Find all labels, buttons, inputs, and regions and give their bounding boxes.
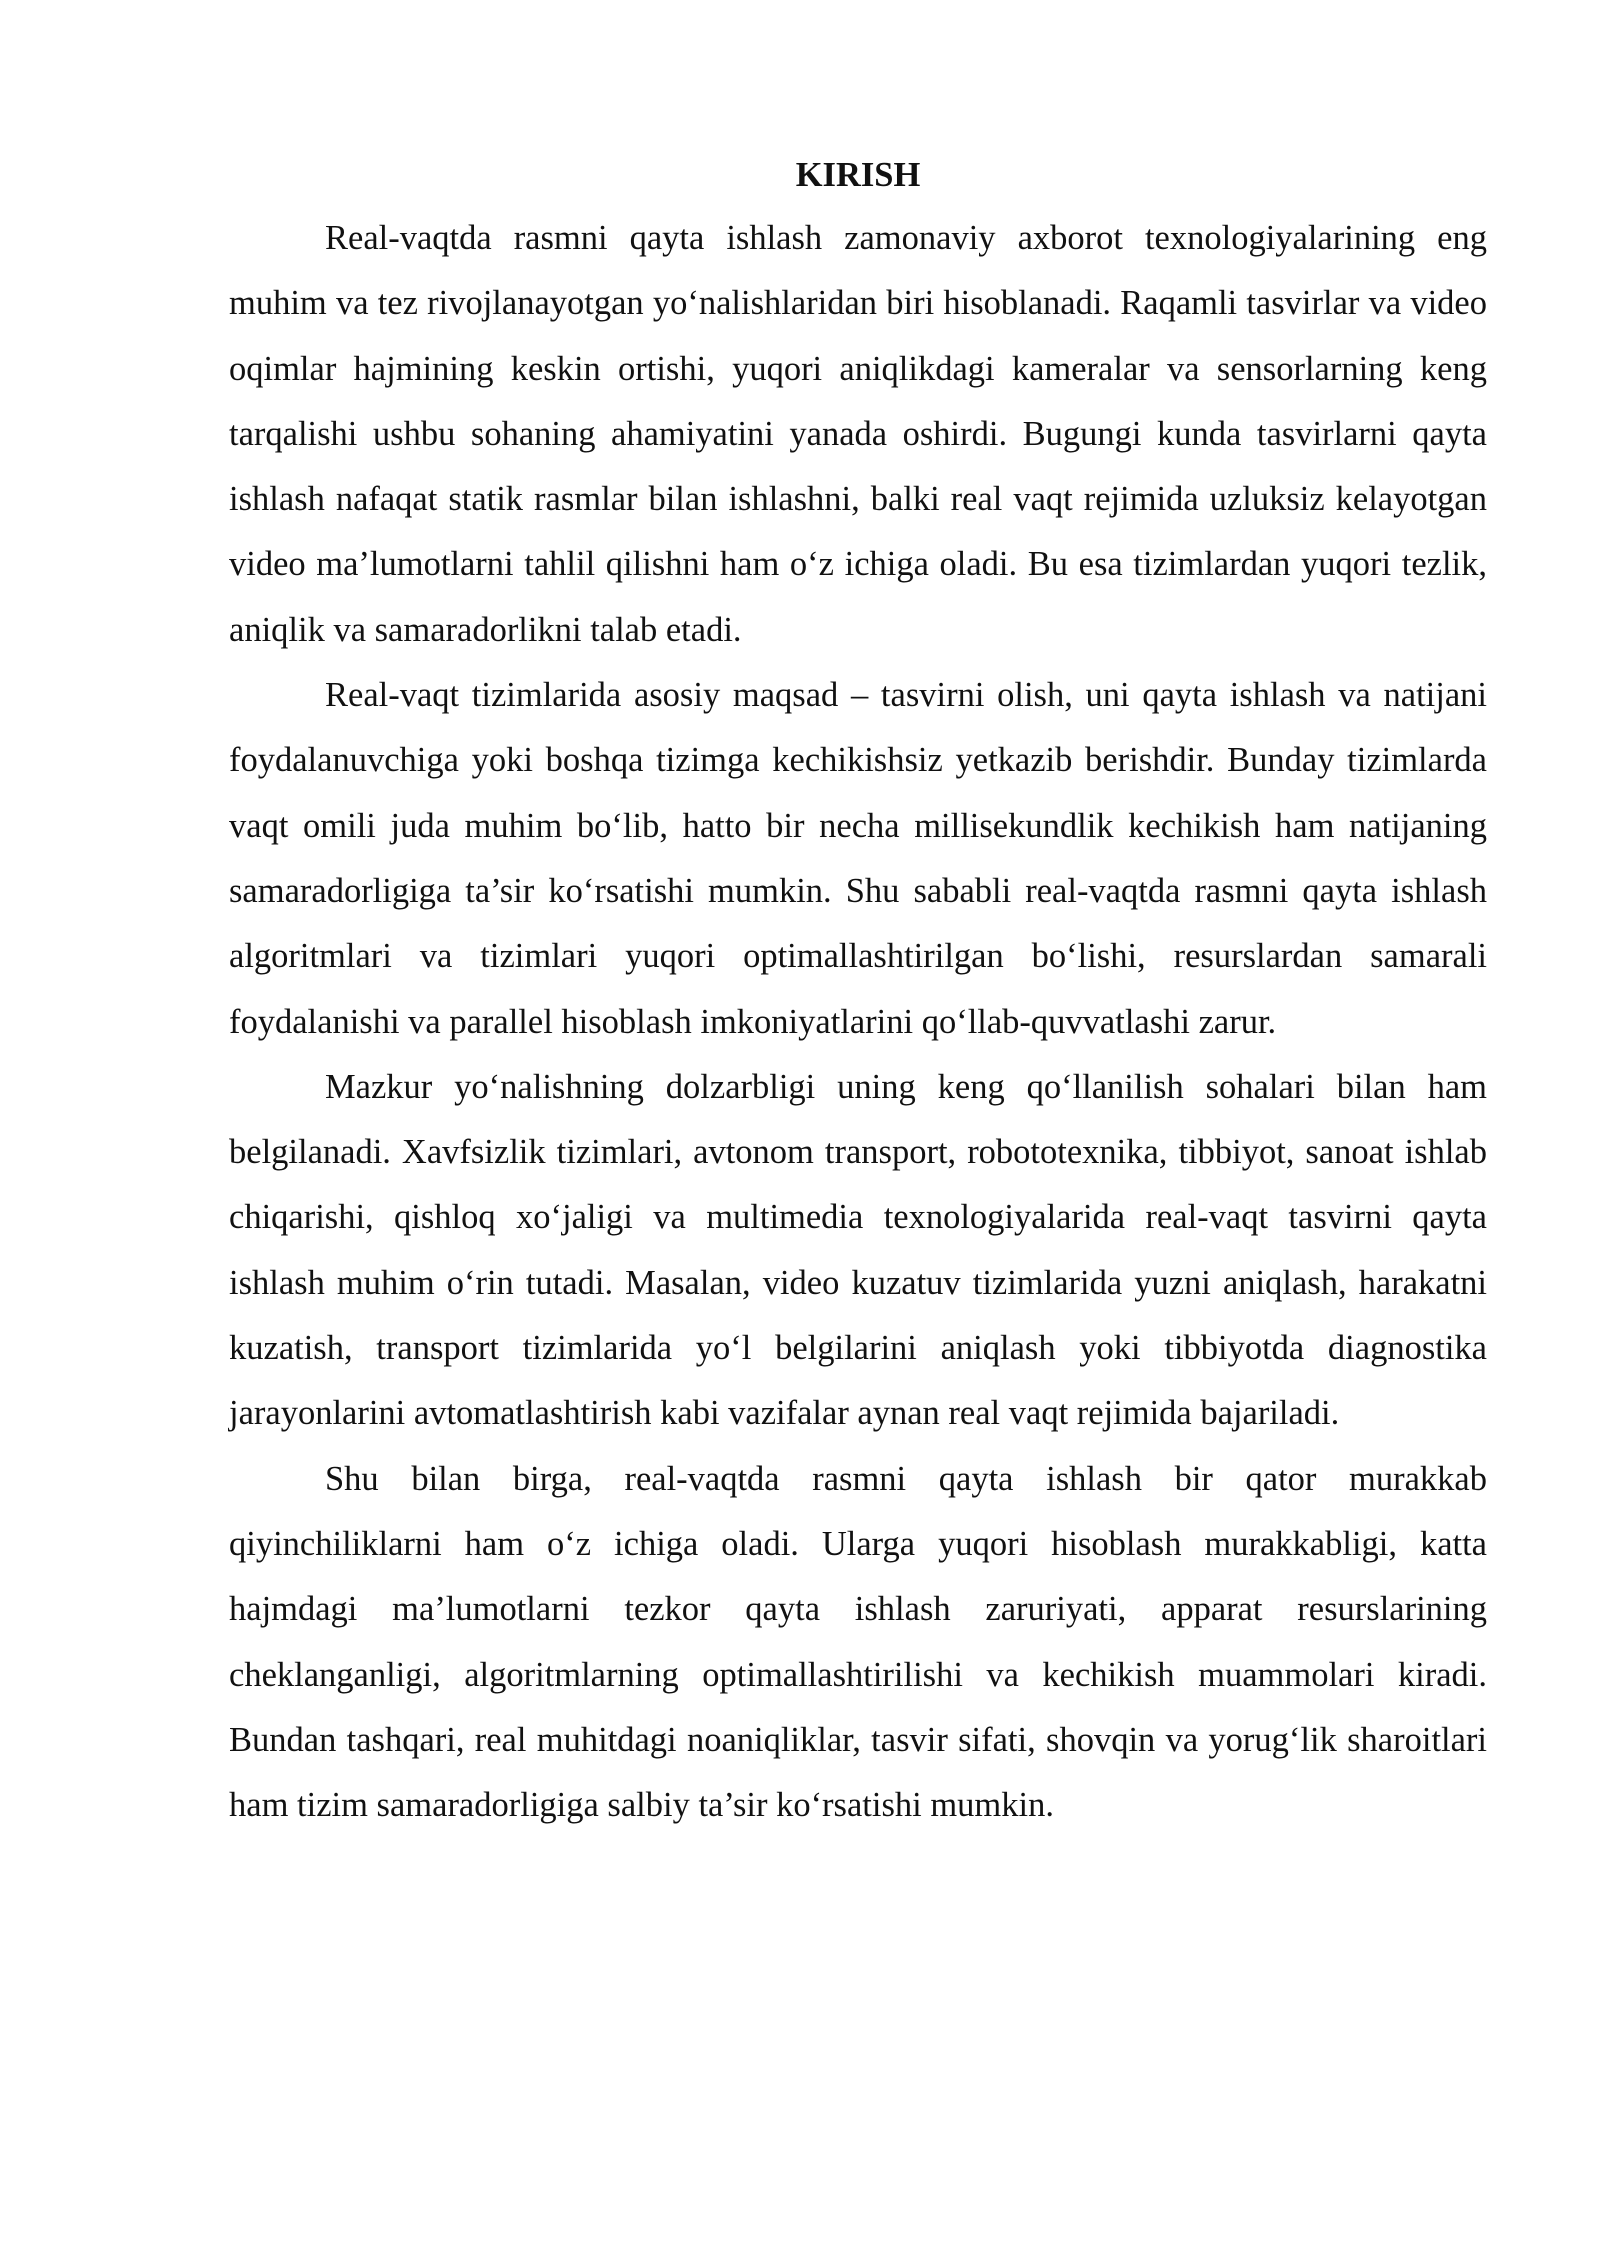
paragraph-1: Real-vaqtda rasmni qayta ishlash zamonaviy axborot texnologiyalarining eng muhim va tez rivojlanayotgan yo‘nalishlaridan biri hisoblanadi. Raqamli tasvirlar va video oqimlar hajmining keskin ortishi, yuqori aniqlikdagi kameralar va sensorlarning keng tarqalishi ushbu sohaning ahamiyatini yanada oshirdi. Bugungi kunda tasvirlarni qayta ishlash nafaqat statik rasmlar bilan ishlashni, balki real vaqt rejimida uzluksiz kelayotgan video ma’lumotlarni tahlil qilishni ham o‘z ichiga oladi. Bu esa tizimlardan yuqori tezlik, aniqlik va samaradorlikni talab etadi.: [229, 219, 1487, 649]
paragraph-3: Mazkur yo‘nalishning dolzarbligi uning keng qo‘llanilish sohalari bilan ham belgilanadi. Xavfsizlik tizimlari, avtonom transport, robototexnika, tibbiyot, sanoat ishlab chiqarishi, qishloq xo‘jaligi va multimedia texnologiyalarida real-vaqt tasvirni qayta ishlash muhim o‘rin tutadi. Masalan, video kuzatuv tizimlarida yuzni aniqlash, harakatni kuzatish, transport tizimlarida yo‘l belgilarini aniqlash yoki tibbiyotda diagnostika jarayonlarini avtomatlashtirish kabi vazifalar aynan real vaqt rejimida bajariladi.: [229, 1067, 1487, 1433]
paragraph-4: Shu bilan birga, real-vaqtda rasmni qayta ishlash bir qator murakkab qiyinchiliklarni ham o‘z ichiga oladi. Ularga yuqori hisoblash murakkabligi, katta hajmdagi ma’lumotlarni tezkor qayta ishlash zaruriyati, apparat resurslarining cheklanganligi, algoritmlarning optimallashtirilishi va kechikish muammolari kiradi. Bundan tashqari, real muhitdagi noaniqliklar, tasvir sifati, shovqin va yorug‘lik sharoitlari ham tizim samaradorligiga salbiy ta’sir ko‘rsatishi mumkin.: [229, 1459, 1487, 1825]
paragraph-2: Real-vaqt tizimlarida asosiy maqsad – tasvirni olish, uni qayta ishlash va natijani foydalanuvchiga yoki boshqa tizimga kechikishsiz yetkazib berishdir. Bunday tizimlarda vaqt omili juda muhim bo‘lib, hatto bir necha millisekundlik kechikish ham natijaning samaradorligiga ta’sir ko‘rsatishi mumkin. Shu sababli real-vaqtda rasmni qayta ishlash algoritmlari va tizimlari yuqori optimallashtirilgan bo‘lishi, resurslardan samarali foydalanishi va parallel hisoblash imkoniyatlarini qo‘llab-quvvatlashi zarur.: [229, 676, 1487, 1041]
section-heading: KIRISH: [795, 156, 921, 194]
document-body: [229, 150, 1487, 1838]
